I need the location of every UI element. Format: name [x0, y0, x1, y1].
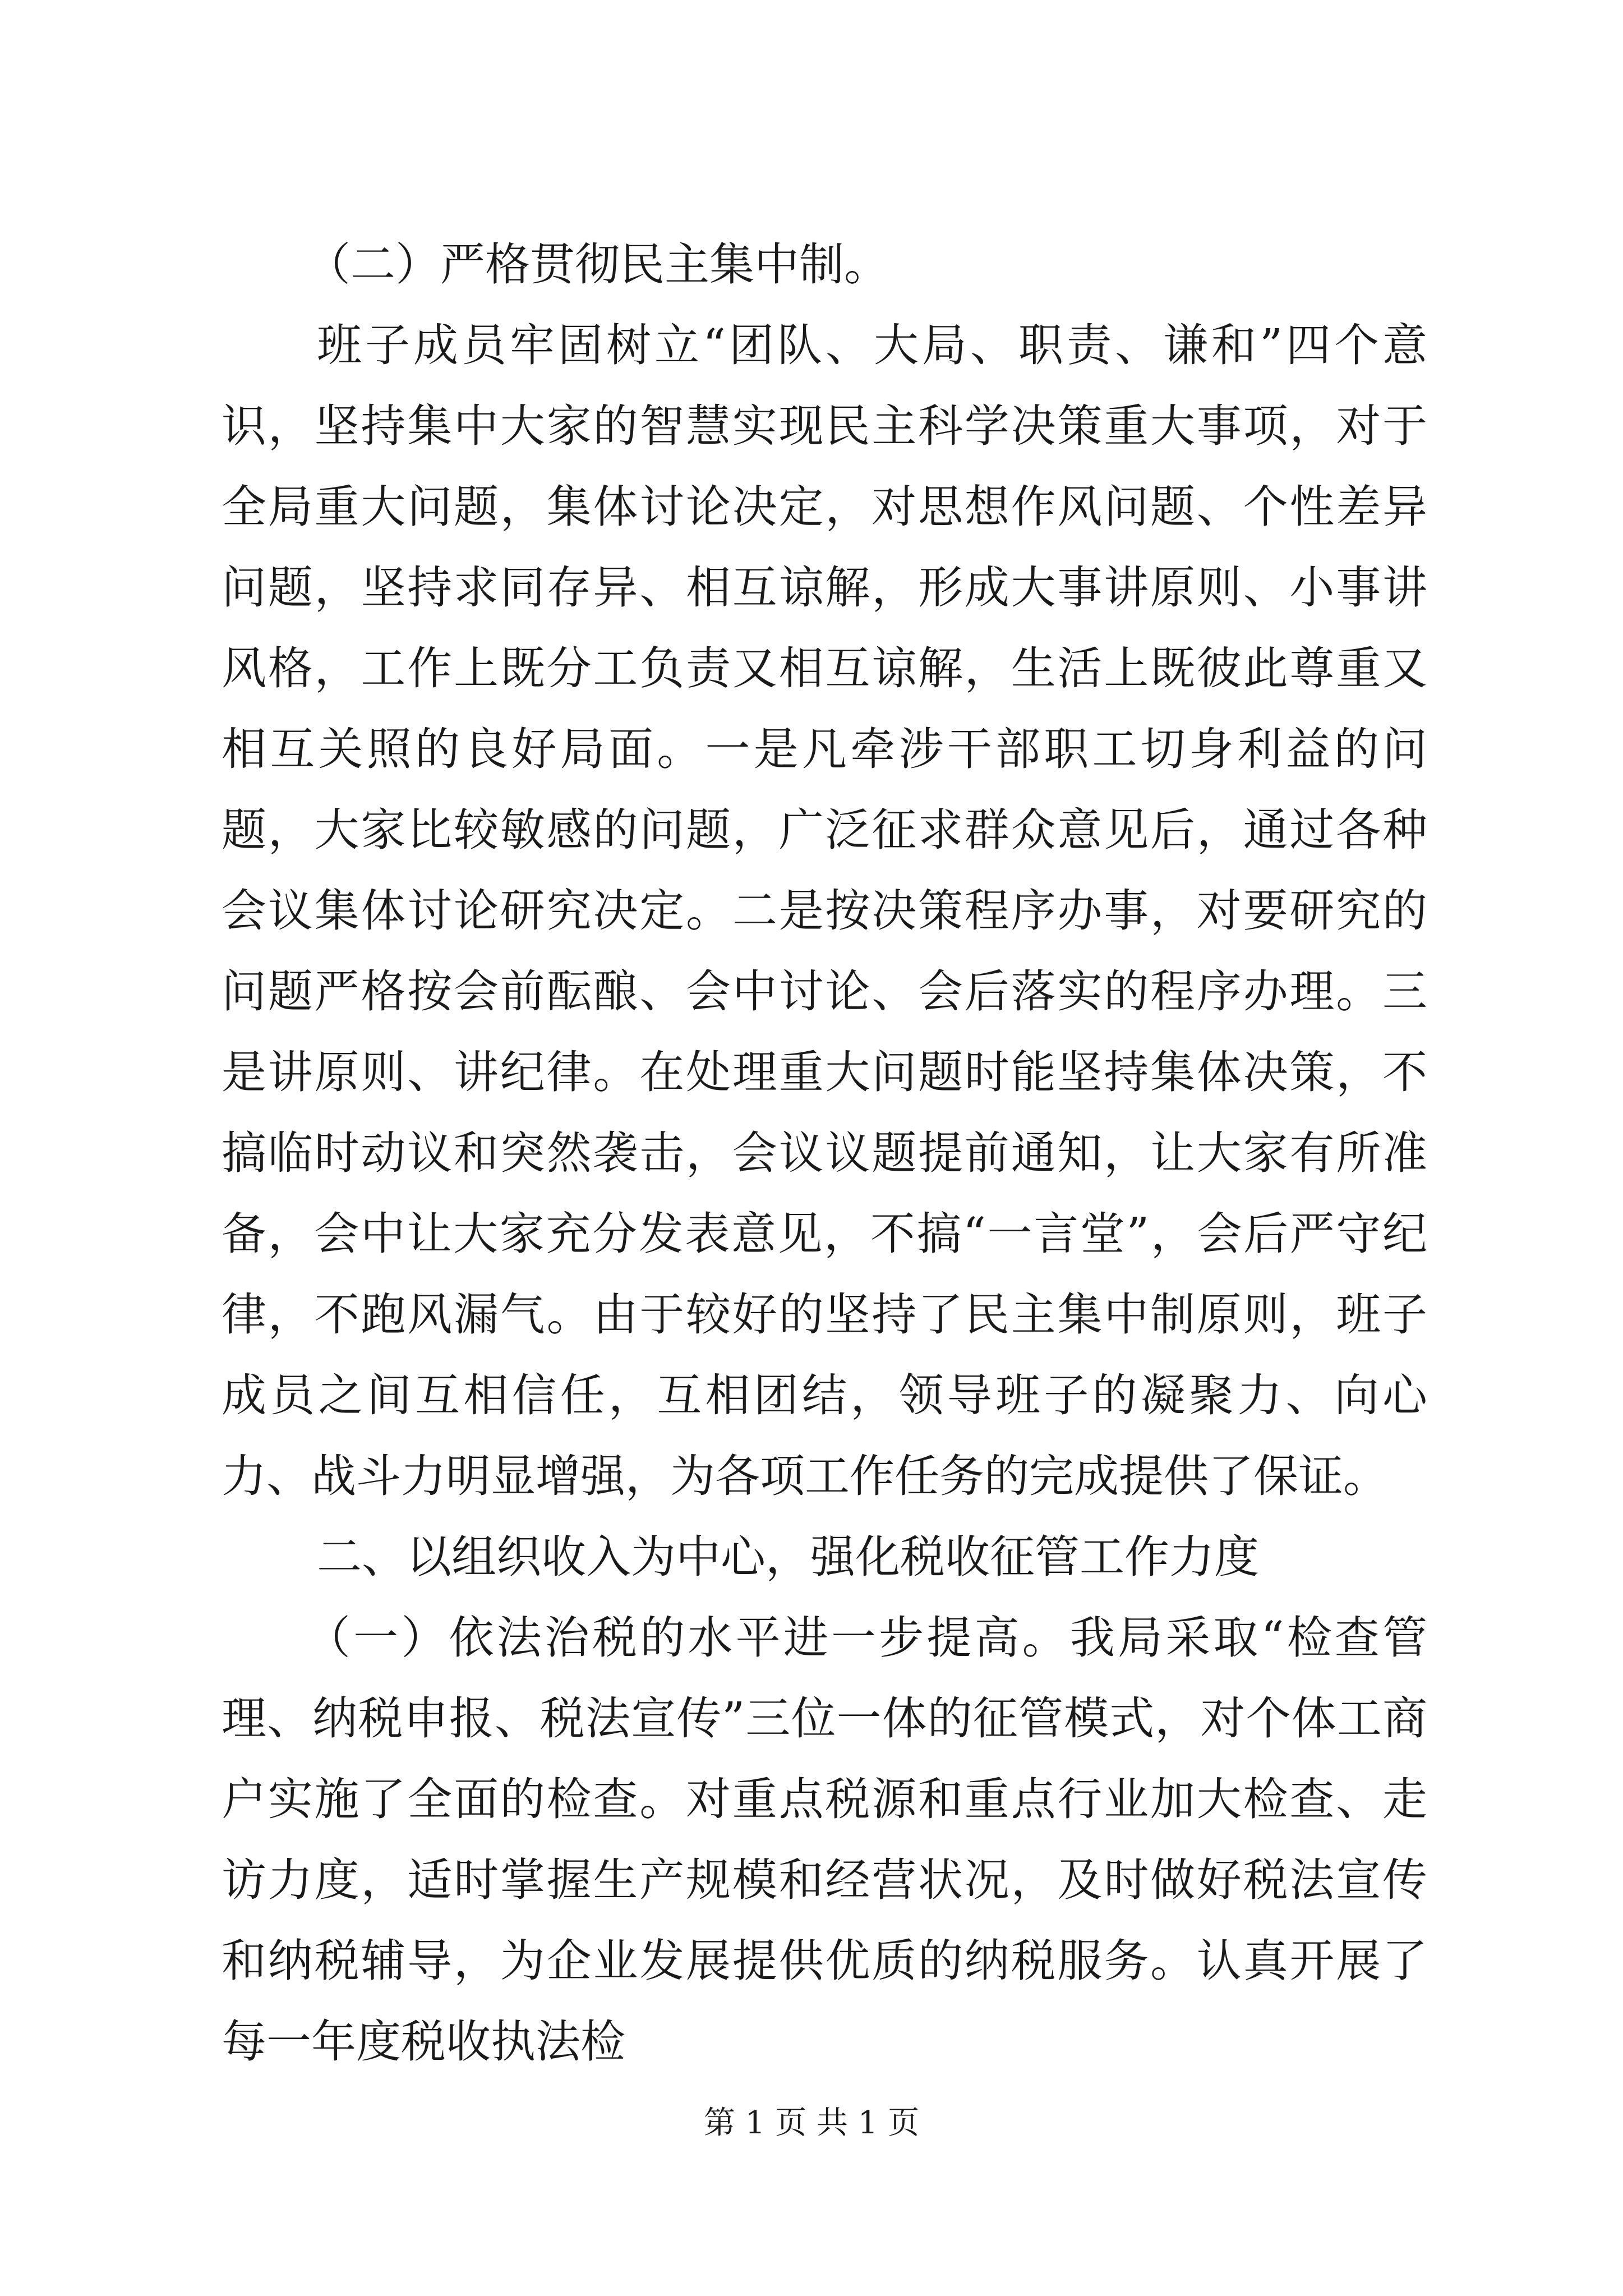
body-paragraph-democratic-centralism: 班子成员牢固树立“团队、大局、职责、谦和”四个意识，坚持集中大家的智慧实现民主科学决策重大事项，对于全局重大问题，集体讨论决定，对思想作风问题、个性差异问题，坚持求同存异、相互谅解，形成大事讲原则、小事讲风格，工作上既分工负责又相互谅解，生活上既彼此尊重又相互关照的良好局面。一是凡牵涉干部职工切身利益的问题，大家比较敏感的问题，广泛征求群众意见后，通过各种会议集体讨论研究决定。二是按决策程序办事，对要研究的问题严格按会前酝酿、会中讨论、会后落实的程序办理。三是讲原则、讲纪律。在处理重大问题时能坚持集体决策，不搞临时动议和突然袭击，会议议题提前通知，让大家有所准备，会中让大家充分发表意见，不搞“一言堂”，会后严守纪律，不跑风漏气。由于较好的坚持了民主集中制原则，班子成员之间互相信任，互相团结，领导班子的凝聚力、向心力、战斗力明显增强，为各项工作任务的完成提供了保证。 [222, 319, 1427, 1502]
section-heading-2: （二）严格贯彻民主集中制。 [306, 238, 889, 291]
document-body [222, 224, 1427, 2082]
section-heading-tax-collection: 二、以组织收入为中心，强化税收征管工作力度 [317, 1531, 1259, 1583]
page-footer: 第 1 页 共 1 页 [703, 2105, 920, 2141]
body-paragraph-rule-of-law: （一）依法治税的水平进一步提高。我局采取“检查管理、纳税申报、税法宣传”三位一体的征管模式，对个体工商户实施了全面的检查。对重点税源和重点行业加大检查、走访力度，适时掌握生产规模和经营状况，及时做好税法宣传和纳税辅导，为企业发展提供优质的纳税服务。认真开展了每一年度税收执法检 [222, 1612, 1427, 2068]
